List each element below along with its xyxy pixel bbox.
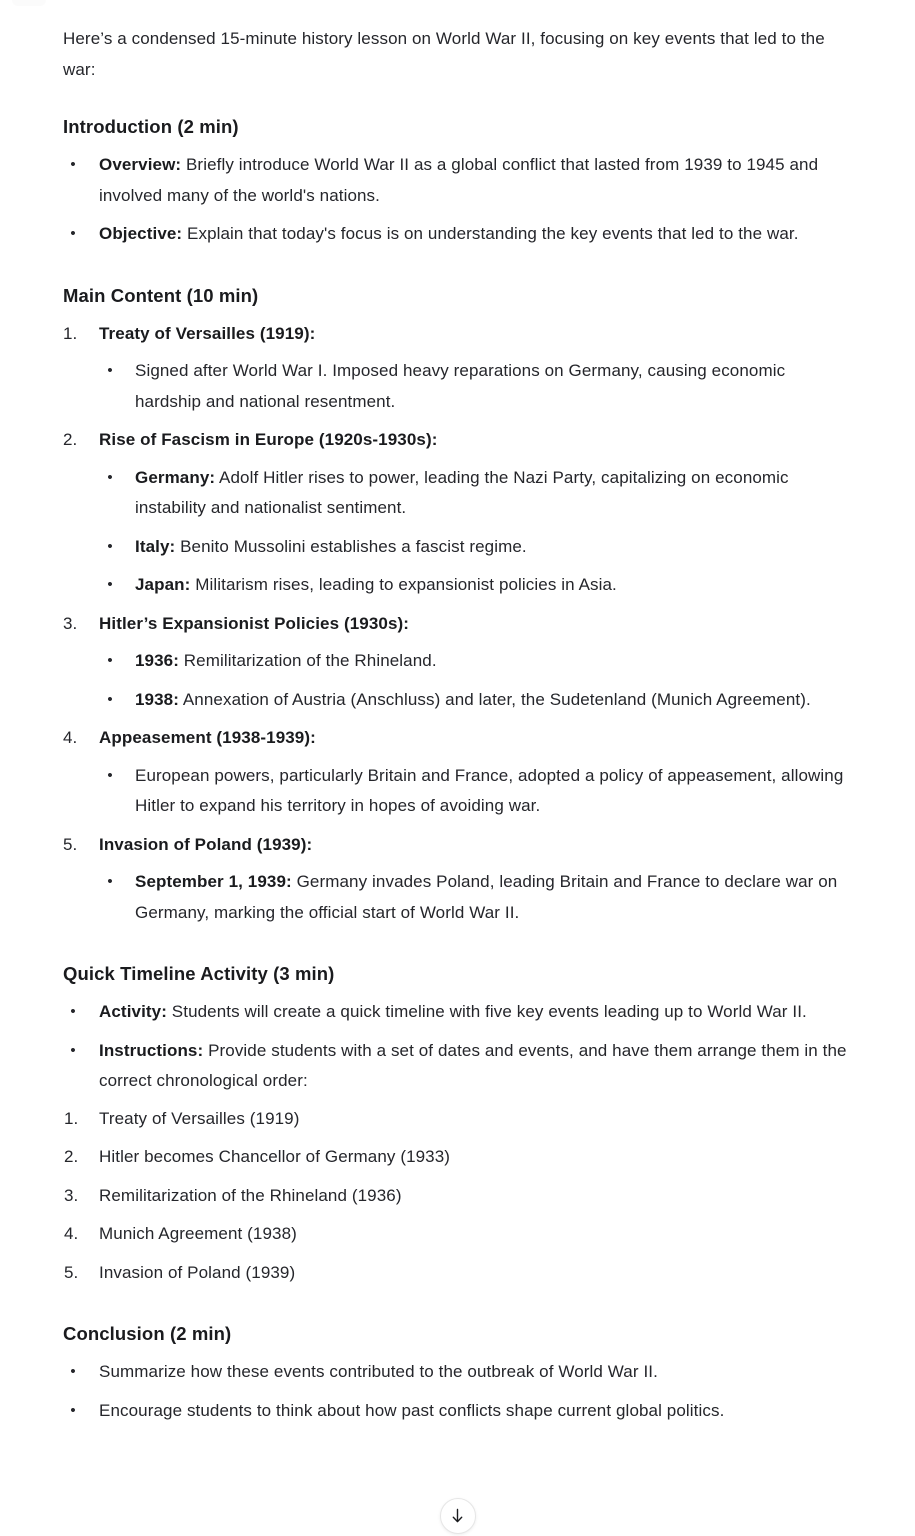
list-number: 2. — [64, 1147, 79, 1166]
list-number: 1. — [64, 1108, 79, 1128]
heading-main-content: Main Content (10 min) — [63, 284, 259, 306]
subitem-text: Remilitarization of the Rhineland. — [178, 651, 437, 670]
list-item — [99, 867, 855, 928]
item-text: Summarize how these events contributed to the outbreak of World War II. — [99, 1362, 658, 1381]
list-item — [99, 646, 855, 677]
item-text: Invasion of Poland (1939) — [99, 1262, 296, 1282]
bullet-icon: • — [107, 873, 113, 890]
subitem-text: Germany invades Poland, leading Britain and France to declare war on Germany, marking the official start of World War II. — [135, 872, 838, 922]
sub-list — [99, 761, 855, 822]
cut-off-chip — [12, 0, 46, 6]
subitem-text: Benito Mussolini establishes a fascist regime. — [175, 536, 527, 556]
bullet-icon: • — [70, 1041, 76, 1059]
list-item — [63, 1104, 855, 1135]
item-label: Objective: — [99, 224, 183, 243]
introduction-list — [63, 150, 855, 250]
item-text: Remilitarization of the Rhineland (1936) — [99, 1185, 402, 1205]
list-number: 1. — [63, 323, 78, 343]
list-item — [63, 425, 855, 601]
item-label: Activity: — [99, 1002, 167, 1021]
item-title: Treaty of Versailles (1919): — [99, 323, 316, 343]
timeline-events-list — [63, 1104, 855, 1289]
bullet-icon: • — [107, 362, 113, 379]
bullet-icon: • — [107, 766, 113, 784]
subitem-label: Germany: — [135, 467, 216, 487]
bullet-icon: • — [70, 1003, 76, 1020]
item-text: Students will create a quick timeline with five key events leading up to World War II. — [166, 1002, 807, 1021]
subitem-text: European powers, particularly Britain and France, adopted a policy of appeasement, allowing Hitler to expand his territory in hopes of avoiding war. — [135, 765, 844, 815]
main-content-list — [63, 319, 855, 929]
bullet-icon: • — [107, 576, 113, 593]
list-item — [63, 723, 855, 822]
item-text: Hitler becomes Chancellor of Germany (1933) — [99, 1147, 451, 1166]
item-title: Invasion of Poland (1939): — [99, 834, 313, 854]
list-number: 2. — [63, 430, 78, 449]
list-number: 3. — [64, 1185, 79, 1205]
list-item — [63, 1219, 855, 1250]
list-number: 4. — [64, 1224, 79, 1243]
sub-list — [99, 867, 855, 928]
subitem-label: Italy: — [135, 536, 176, 556]
sub-list — [99, 356, 855, 417]
list-item — [63, 1357, 855, 1388]
list-item — [63, 219, 855, 250]
conclusion-list — [63, 1357, 855, 1426]
item-title: Rise of Fascism in Europe (1920s-1930s): — [99, 430, 438, 449]
list-number: 3. — [63, 613, 78, 633]
intro-paragraph: Here’s a condensed 15-minute history lesson on World War II, focusing on key events that led to the war: — [63, 29, 825, 79]
item-text: Briefly introduce World War II as a global conflict that lasted from 1939 to 1945 and involved many of the world's nations. — [99, 155, 819, 205]
bullet-icon: • — [107, 468, 113, 486]
item-text: Explain that today's focus is on understanding the key events that led to the war. — [182, 224, 799, 243]
subitem-text: Adolf Hitler rises to power, leading the Nazi Party, capitalizing on economic instability and nationalist sentiment. — [135, 467, 789, 517]
list-item — [99, 685, 855, 716]
subitem-label: 1936: — [135, 651, 179, 670]
arrow-down-icon — [450, 1508, 465, 1524]
heading-conclusion: Conclusion (2 min) — [63, 1323, 232, 1344]
list-item — [63, 609, 855, 716]
item-text: Encourage students to think about how past conflicts shape current global politics. — [99, 1400, 725, 1420]
item-text: Munich Agreement (1938) — [99, 1224, 297, 1243]
bullet-icon: • — [107, 537, 113, 555]
list-item — [99, 761, 855, 822]
item-title: Appeasement (1938-1939): — [99, 728, 316, 747]
subitem-text: Militarism rises, leading to expansionist policies in Asia. — [190, 575, 617, 594]
list-item — [63, 319, 855, 418]
bullet-icon: • — [70, 225, 76, 242]
list-item — [99, 532, 855, 563]
list-number: 5. — [64, 1262, 79, 1282]
heading-introduction: Introduction (2 min) — [63, 116, 239, 137]
sub-list — [99, 463, 855, 601]
list-item — [63, 1036, 855, 1097]
subitem-label: Japan: — [135, 575, 191, 594]
list-item — [63, 1181, 855, 1212]
subitem-label: 1938: — [135, 689, 179, 709]
sub-list — [99, 646, 855, 715]
bullet-icon: • — [107, 652, 113, 669]
item-label: Overview: — [99, 155, 182, 174]
list-item — [63, 1396, 855, 1427]
item-label: Instructions: — [99, 1040, 204, 1060]
item-text: Treaty of Versailles (1919) — [99, 1108, 300, 1128]
list-item — [63, 1258, 855, 1289]
list-item — [99, 570, 855, 601]
bullet-icon: • — [70, 156, 76, 173]
heading-quick-timeline-activity: Quick Timeline Activity (3 min) — [63, 963, 335, 984]
list-item — [99, 463, 855, 524]
quick-timeline-list — [63, 997, 855, 1097]
list-item — [63, 997, 855, 1028]
bullet-icon: • — [107, 690, 113, 708]
list-number: 5. — [63, 834, 78, 854]
list-item — [63, 830, 855, 929]
bullet-icon: • — [70, 1401, 76, 1419]
scroll-to-bottom-button[interactable] — [440, 1498, 476, 1534]
item-title: Hitler’s Expansionist Policies (1930s): — [99, 613, 410, 633]
item-text: Provide students with a set of dates and events, and have them arrange them in the correct chronological order: — [99, 1040, 847, 1090]
subitem-text: Annexation of Austria (Anschluss) and later, the Sudetenland (Munich Agreement). — [178, 689, 811, 709]
list-item — [99, 356, 855, 417]
list-item — [63, 150, 855, 211]
bullet-icon: • — [70, 1363, 76, 1380]
subitem-label: September 1, 1939: — [135, 872, 292, 891]
list-item — [63, 1142, 855, 1173]
subitem-text: Signed after World War I. Imposed heavy reparations on Germany, causing economic hardship and national resentment. — [135, 361, 786, 411]
list-number: 4. — [63, 728, 78, 747]
